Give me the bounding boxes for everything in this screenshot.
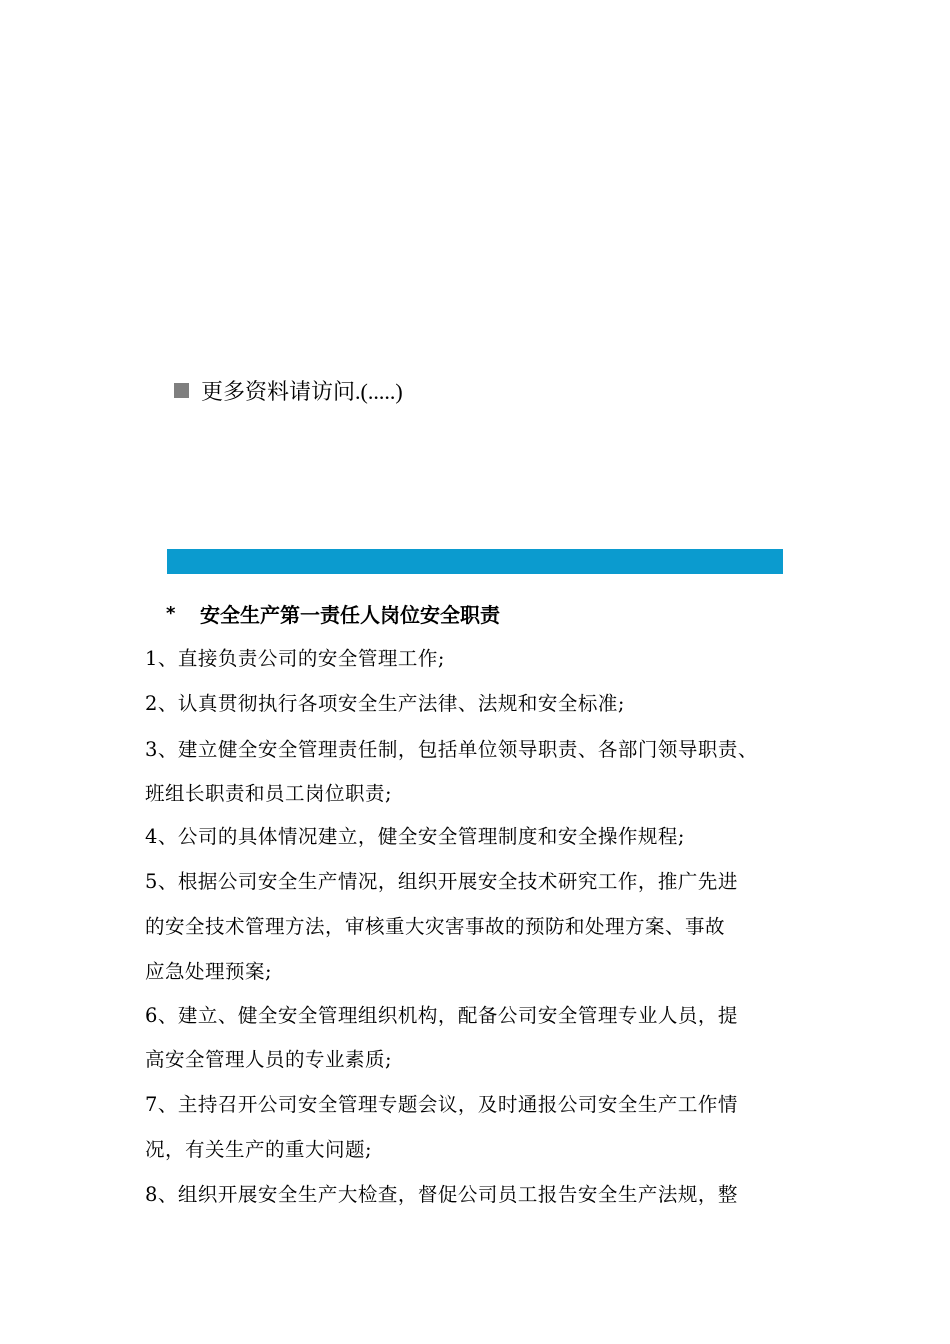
body-line: 应急处理预案; bbox=[145, 960, 273, 983]
body-line: 1、直接负责公司的安全管理工作; bbox=[145, 647, 445, 670]
body-line: 3、建立健全安全管理责任制，包括单位领导职责、各部门领导职责、 bbox=[145, 738, 758, 761]
heading-title: 安全生产第一责任人岗位安全职责 bbox=[200, 602, 500, 627]
body-line: 5、根据公司安全生产情况，组织开展安全技术研究工作，推广先进 bbox=[145, 870, 738, 893]
body-line: 的安全技术管理方法，审核重大灾害事故的预防和处理方案、事故 bbox=[145, 915, 726, 938]
body-line: 况，有关生产的重大问题; bbox=[145, 1138, 373, 1161]
body-line: 2、认真贯彻执行各项安全生产法律、法规和安全标准; bbox=[145, 692, 625, 715]
more-info-text: 更多资料请访问.(.....) bbox=[201, 378, 403, 404]
body-line: 8、组织开展安全生产大检查，督促公司员工报告安全生产法规，整 bbox=[145, 1183, 738, 1206]
square-bullet-icon bbox=[174, 383, 189, 398]
body-line: 4、公司的具体情况建立，健全安全管理制度和安全操作规程; bbox=[145, 825, 685, 848]
body-line: 班组长职责和员工岗位职责; bbox=[145, 782, 393, 805]
body-line: 高安全管理人员的专业素质; bbox=[145, 1048, 393, 1071]
more-info-line bbox=[174, 374, 403, 406]
section-heading bbox=[166, 598, 500, 628]
heading-marker: * bbox=[166, 602, 176, 624]
body-line: 6、建立、健全安全管理组织机构，配备公司安全管理专业人员，提 bbox=[145, 1004, 738, 1027]
section-divider-bar bbox=[167, 549, 783, 574]
body-line: 7、主持召开公司安全管理专题会议，及时通报公司安全生产工作情 bbox=[145, 1093, 738, 1116]
